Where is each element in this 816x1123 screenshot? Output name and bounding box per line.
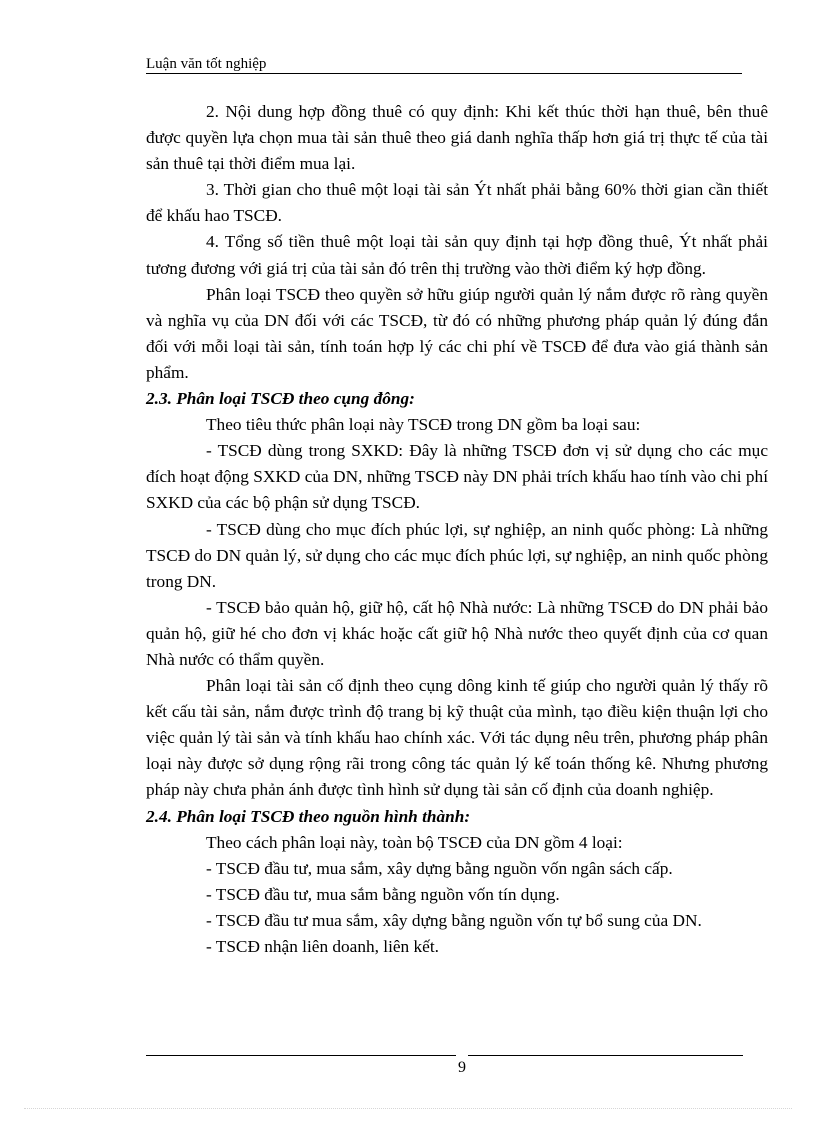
list-item: - TSCĐ dùng trong SXKD: Đây là những TSCĐ đơn vị sử dụng cho các mục đích hoạt động SXKD của DN, những TSCĐ này DN phải trích khấu hao tính vào chi phí SXKD của các bộ phận sử dụng TSCĐ. bbox=[146, 441, 768, 513]
header-rule bbox=[146, 73, 612, 74]
list-item: - TSCĐ đầu tư, mua sắm bằng nguồn vốn tín dụng. bbox=[206, 884, 560, 904]
running-header: Luận văn tốt nghiệp bbox=[146, 56, 267, 72]
page-number: 9 bbox=[458, 1059, 466, 1076]
list-item: - TSCĐ đầu tư mua sắm, xây dựng bằng nguồn vốn tự bổ sung của DN. bbox=[206, 910, 702, 930]
paragraph-intro-2-3: Theo tiêu thức phân loại này TSCĐ trong DN gồm ba loại sau: bbox=[206, 415, 641, 435]
list-item: - TSCĐ bảo quản hộ, giữ hộ, cất hộ Nhà nước: Là những TSCĐ do DN phải bảo quản hộ, giữ hé cho đơn vị khác hoặc cất giữ hộ Nhà nước theo quyết định của cơ quan Nhà nước có thẩm quyền. bbox=[146, 597, 768, 669]
paragraph-clause-3: 3. Thời gian cho thuê một loại tài sản Ýt nhất phải bằng 60% thời gian cần thiết để khấu hao TSCĐ. bbox=[146, 180, 768, 226]
section-heading-2-3: 2.3. Phân loại TSCĐ theo cụng đông: bbox=[146, 389, 415, 409]
list-item: - TSCĐ dùng cho mục đích phúc lợi, sự nghiệp, an ninh quốc phòng: Là những TSCĐ do DN quản lý, sử dụng cho các mục đích phúc lợi, sự nghiệp, an ninh quốc phòng trong DN. bbox=[146, 519, 768, 591]
header-rule-right bbox=[612, 73, 742, 74]
document-body bbox=[146, 99, 768, 960]
paragraph-usage-summary: Phân loại tài sản cố định theo cụng dông kinh tế giúp cho người quản lý thấy rõ kết cấu tài sản, nắm được trình độ trang bị kỹ thuật của mình, tạo điều kiện thuận lợi cho việc quản lý tài sản và tính khấu hao chính xác. Với tác dụng nêu trên, phương pháp phân loại này được sở dụng rộng rãi trong công tác quản lý kế toán thống kê. Nhưng phương pháp này chưa phản ánh được tình hình sử dụng tài sản cố định của doanh nghiệp. bbox=[146, 676, 768, 800]
footer-rule-right bbox=[468, 1055, 743, 1056]
footer-rule bbox=[146, 1055, 456, 1056]
list-item: - TSCĐ nhận liên doanh, liên kết. bbox=[206, 937, 439, 956]
paragraph-ownership-summary: Phân loại TSCĐ theo quyền sở hữu giúp người quản lý nắm được rõ ràng quyền và nghĩa vụ của DN đối với các TSCĐ, từ đó có những phương pháp quản lý đúng đắn đối với mỗi loại tài sản, tính toán hợp lý các chi phí về TSCĐ để đưa vào giá thành sản phẩm. bbox=[146, 284, 768, 382]
paragraph-clause-4: 4. Tổng số tiền thuê một loại tài sản quy định tại hợp đồng thuê, Ýt nhất phải tương đương với giá trị của tài sản đó trên thị trường vào thời điểm ký hợp đồng. bbox=[146, 232, 768, 278]
page-edge-divider bbox=[24, 1108, 792, 1109]
section-heading-2-4: 2.4. Phân loại TSCĐ theo nguồn hình thành: bbox=[146, 806, 471, 826]
paragraph-intro-2-4: Theo cách phân loại này, toàn bộ TSCĐ của DN gồm 4 loại: bbox=[206, 832, 623, 852]
paragraph-clause-2: 2. Nội dung hợp đồng thuê có quy định: Khi kết thúc thời hạn thuê, bên thuê được quyền lựa chọn mua tài sản thuê theo giá danh nghĩa thấp hơn giá trị thực tế của tài sản thuê tại thời điểm mua lại. bbox=[146, 102, 768, 174]
list-item: - TSCĐ đầu tư, mua sắm, xây dựng bằng nguồn vốn ngân sách cấp. bbox=[206, 858, 673, 878]
